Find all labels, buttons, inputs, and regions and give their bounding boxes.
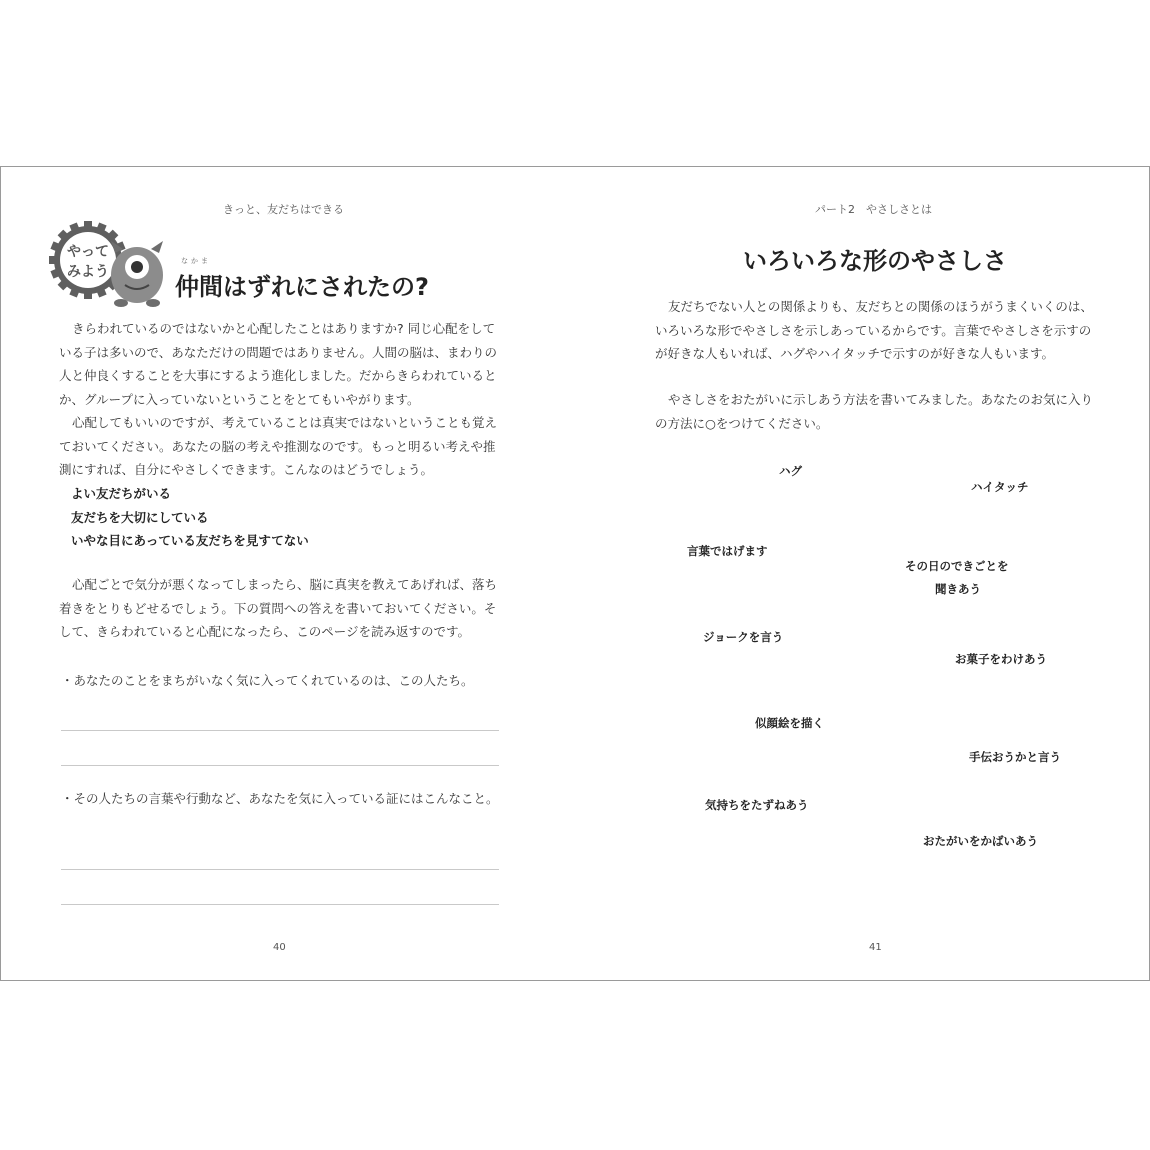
answer-line-3[interactable] xyxy=(61,869,499,870)
paragraph-2: 心配ごとで気分が悪くなってしまったら、脳に真実を教えてあげれば、落ち着きをとりもどせるでしょう。下の質問への答えを書いておいてください。そして、きらわれていると心配になったら、このページを読み返すのです。 xyxy=(59,577,498,639)
list-item: よい友だちがいる xyxy=(71,486,172,501)
svg-text:みよう: みよう xyxy=(67,264,109,280)
paragraph-1 xyxy=(59,317,504,482)
svg-text:やって: やって xyxy=(67,244,109,260)
page-number-right: 41 xyxy=(869,942,882,953)
method-sweets[interactable]: お菓子をわけあう xyxy=(955,652,1047,666)
method-joke[interactable]: ジョークを言う xyxy=(703,630,784,644)
monster-mascot-icon xyxy=(107,237,167,309)
positive-thoughts-list xyxy=(71,482,309,553)
list-item: 友だちを大切にしている xyxy=(71,509,209,525)
title-ruby: なかま xyxy=(181,257,211,265)
paragraph-1-text: きらわれているのではないかと心配したことはありますか? 同じ心配をしている子は多いので、あなただけの問題ではありません。人間の脳は、まわりの人と仲良くすることを大事にするよう進化しました。だからきらわれているとか、グループに入っていないということをとてもいやがります。 xyxy=(59,321,498,407)
answer-line-2[interactable] xyxy=(61,765,499,766)
page-title-right: いろいろな形のやさしさ xyxy=(743,247,1007,275)
method-share-day[interactable]: その日のできごとを xyxy=(905,559,1009,573)
page-number-left: 40 xyxy=(273,942,286,953)
method-feelings[interactable]: 気持ちをたずねあう xyxy=(705,798,809,812)
running-head-right: パート2 やさしさとは xyxy=(815,203,932,216)
paragraph-1b-text: 心配してもいいのですが、考えていることは真実ではないということも覚えておいてください。あなたの脳の考えや推測なのです。もっと明るい考えや推測にすれば、自分にやさしくできます。こんなのはどうでしょう。 xyxy=(59,415,498,477)
right-page xyxy=(575,167,1149,980)
paragraph-right-2: やさしさをおたがいに示しあう方法を書いてみました。あなたのお気に入りの方法に○をつけてください。 xyxy=(655,392,1094,431)
book-spread xyxy=(0,166,1150,981)
method-share-day-2[interactable]: 聞きあう xyxy=(935,582,981,596)
page-title-left: 仲間はずれにされたの? xyxy=(175,273,429,301)
method-encourage[interactable]: 言葉ではげます xyxy=(687,544,768,558)
try-it-badge xyxy=(49,221,145,311)
answer-line-4[interactable] xyxy=(61,904,499,905)
running-head-left: きっと、友だちはできる xyxy=(223,203,344,216)
method-high-five[interactable]: ハイタッチ xyxy=(971,480,1029,494)
question-1: ・あなたのことをまちがいなく気に入ってくれているのは、この人たち。 xyxy=(61,673,474,688)
paragraph-right-1: 友だちでない人との関係よりも、友だちとの関係のほうがうまくいくのは、いろいろな形でやさしさを示しあっているからです。言葉でやさしさを示すのが好きな人もいれば、ハグやハイタッチで示すのが好きな人もいます。 xyxy=(655,299,1093,361)
list-item: いやな目にあっている友だちを見すてない xyxy=(71,533,309,548)
left-page xyxy=(1,167,575,980)
method-portrait[interactable]: 似顔絵を描く xyxy=(755,716,824,730)
method-protect[interactable]: おたがいをかばいあう xyxy=(923,834,1038,848)
question-2: ・その人たちの言葉や行動など、あなたを気に入っている証にはこんなこと。 xyxy=(61,791,499,806)
method-help[interactable]: 手伝おうかと言う xyxy=(969,750,1061,764)
answer-line-1[interactable] xyxy=(61,730,499,731)
method-hug[interactable]: ハグ xyxy=(779,464,802,478)
